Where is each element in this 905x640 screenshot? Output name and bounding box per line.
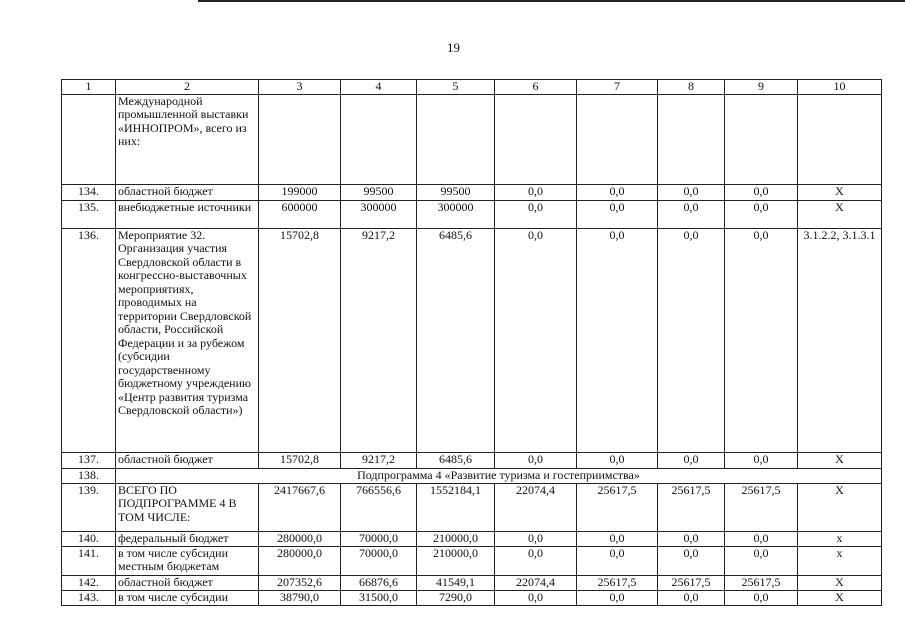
value-cell: 766556,6 bbox=[341, 483, 417, 531]
table-row bbox=[62, 546, 882, 575]
value-cell: 22074,4 bbox=[495, 575, 577, 590]
target-cell: Х bbox=[798, 590, 882, 605]
subprogram-heading: Подпрограмма 4 «Развитие туризма и гостеприимства» bbox=[116, 468, 882, 483]
row-number: 140. bbox=[62, 531, 116, 546]
value-cell: 15702,8 bbox=[259, 452, 341, 468]
value-cell: 25617,5 bbox=[725, 483, 798, 531]
value-cell: 280000,0 bbox=[259, 546, 341, 575]
value-cell: 99500 bbox=[417, 184, 495, 200]
value-cell: 15702,8 bbox=[259, 228, 341, 452]
value-cell: 0,0 bbox=[725, 590, 798, 605]
value-cell: 25617,5 bbox=[658, 483, 725, 531]
row-name: областной бюджет bbox=[116, 575, 259, 590]
value-cell: 7290,0 bbox=[417, 590, 495, 605]
table-row bbox=[62, 228, 882, 452]
value-cell: 6485,6 bbox=[417, 452, 495, 468]
value-cell: 0,0 bbox=[495, 200, 577, 228]
value-cell: 41549,1 bbox=[417, 575, 495, 590]
row-name: федеральный бюджет bbox=[116, 531, 259, 546]
target-cell bbox=[798, 94, 882, 184]
value-cell: 210000,0 bbox=[417, 546, 495, 575]
header-cell: 10 bbox=[798, 80, 882, 95]
value-cell: 2417667,6 bbox=[259, 483, 341, 531]
table-row bbox=[62, 483, 882, 531]
table-row bbox=[62, 531, 882, 546]
row-name: в том числе субсидии bbox=[116, 590, 259, 605]
row-number: 143. bbox=[62, 590, 116, 605]
header-cell: 8 bbox=[658, 80, 725, 95]
value-cell: 0,0 bbox=[725, 452, 798, 468]
value-cell: 0,0 bbox=[658, 590, 725, 605]
table-row bbox=[62, 94, 882, 184]
value-cell: 9217,2 bbox=[341, 452, 417, 468]
value-cell: 0,0 bbox=[577, 546, 658, 575]
row-number bbox=[62, 94, 116, 184]
value-cell: 0,0 bbox=[725, 200, 798, 228]
value-cell: 0,0 bbox=[658, 452, 725, 468]
value-cell: 0,0 bbox=[495, 590, 577, 605]
header-cell: 4 bbox=[341, 80, 417, 95]
page-number: 19 bbox=[447, 40, 460, 55]
value-cell: 31500,0 bbox=[341, 590, 417, 605]
header-cell: 1 bbox=[62, 80, 116, 95]
row-number: 136. bbox=[62, 228, 116, 452]
subprogram-heading-row bbox=[62, 468, 882, 483]
value-cell bbox=[341, 94, 417, 184]
value-cell: 0,0 bbox=[577, 200, 658, 228]
row-number: 139. bbox=[62, 483, 116, 531]
budget-table bbox=[61, 79, 882, 606]
row-number: 137. bbox=[62, 452, 116, 468]
top-border-line bbox=[198, 0, 905, 2]
value-cell: 0,0 bbox=[658, 546, 725, 575]
value-cell bbox=[417, 94, 495, 184]
value-cell: 0,0 bbox=[577, 184, 658, 200]
table-row bbox=[62, 575, 882, 590]
row-name: областной бюджет bbox=[116, 184, 259, 200]
value-cell: 280000,0 bbox=[259, 531, 341, 546]
row-name: Международной промышленной выставки «ИННОПРОМ», всего из них: bbox=[116, 94, 259, 184]
value-cell: 0,0 bbox=[725, 546, 798, 575]
value-cell: 0,0 bbox=[577, 531, 658, 546]
value-cell: 600000 bbox=[259, 200, 341, 228]
table-row bbox=[62, 200, 882, 228]
value-cell: 0,0 bbox=[495, 452, 577, 468]
target-cell: х bbox=[798, 546, 882, 575]
row-number: 134. bbox=[62, 184, 116, 200]
target-cell: Х bbox=[798, 184, 882, 200]
target-cell: 3.1.2.2, 3.1.3.1 bbox=[798, 228, 882, 452]
value-cell: 25617,5 bbox=[658, 575, 725, 590]
header-cell: 2 bbox=[116, 80, 259, 95]
target-cell: Х bbox=[798, 575, 882, 590]
value-cell: 0,0 bbox=[725, 531, 798, 546]
value-cell: 0,0 bbox=[495, 546, 577, 575]
header-cell: 3 bbox=[259, 80, 341, 95]
target-cell: Х bbox=[798, 200, 882, 228]
value-cell: 1552184,1 bbox=[417, 483, 495, 531]
target-cell: х bbox=[798, 531, 882, 546]
value-cell: 9217,2 bbox=[341, 228, 417, 452]
value-cell: 300000 bbox=[341, 200, 417, 228]
value-cell: 66876,6 bbox=[341, 575, 417, 590]
table-row bbox=[62, 590, 882, 605]
value-cell: 210000,0 bbox=[417, 531, 495, 546]
value-cell: 207352,6 bbox=[259, 575, 341, 590]
value-cell: 25617,5 bbox=[725, 575, 798, 590]
row-number: 142. bbox=[62, 575, 116, 590]
value-cell: 0,0 bbox=[495, 531, 577, 546]
row-number: 138. bbox=[62, 468, 116, 483]
row-name: в том числе субсидии местным бюджетам bbox=[116, 546, 259, 575]
value-cell: 25617,5 bbox=[577, 483, 658, 531]
value-cell: 0,0 bbox=[658, 531, 725, 546]
row-name: областной бюджет bbox=[116, 452, 259, 468]
value-cell bbox=[259, 94, 341, 184]
value-cell: 0,0 bbox=[495, 228, 577, 452]
value-cell: 0,0 bbox=[658, 200, 725, 228]
header-cell: 7 bbox=[577, 80, 658, 95]
table-row bbox=[62, 452, 882, 468]
value-cell: 0,0 bbox=[577, 228, 658, 452]
header-cell: 9 bbox=[725, 80, 798, 95]
value-cell: 99500 bbox=[341, 184, 417, 200]
value-cell bbox=[725, 94, 798, 184]
target-cell: Х bbox=[798, 452, 882, 468]
value-cell: 0,0 bbox=[577, 452, 658, 468]
value-cell: 25617,5 bbox=[577, 575, 658, 590]
value-cell: 0,0 bbox=[658, 228, 725, 452]
value-cell: 70000,0 bbox=[341, 531, 417, 546]
table-row bbox=[62, 184, 882, 200]
value-cell bbox=[658, 94, 725, 184]
value-cell: 0,0 bbox=[658, 184, 725, 200]
value-cell: 22074,4 bbox=[495, 483, 577, 531]
value-cell: 70000,0 bbox=[341, 546, 417, 575]
header-cell: 6 bbox=[495, 80, 577, 95]
target-cell: Х bbox=[798, 483, 882, 531]
row-number: 141. bbox=[62, 546, 116, 575]
value-cell bbox=[495, 94, 577, 184]
value-cell: 38790,0 bbox=[259, 590, 341, 605]
header-row bbox=[62, 80, 882, 95]
value-cell: 300000 bbox=[417, 200, 495, 228]
value-cell: 199000 bbox=[259, 184, 341, 200]
value-cell: 0,0 bbox=[725, 184, 798, 200]
value-cell: 0,0 bbox=[725, 228, 798, 452]
row-name: внебюджетные источники bbox=[116, 200, 259, 228]
row-name: ВСЕГО ПО ПОДПРОГРАММЕ 4 В ТОМ ЧИСЛЕ: bbox=[116, 483, 259, 531]
row-name: Мероприятие 32. Организация участия Свердловской области в конгрессно-выставочных мероприятиях, проводимых на территории Свердловской области, Российской Федерации и за рубежом (субсидии государственному бюджетному учреждению «Центр развития туризма Свердловской области») bbox=[116, 228, 259, 452]
header-cell: 5 bbox=[417, 80, 495, 95]
row-number: 135. bbox=[62, 200, 116, 228]
value-cell: 0,0 bbox=[577, 590, 658, 605]
value-cell bbox=[577, 94, 658, 184]
value-cell: 0,0 bbox=[495, 184, 577, 200]
value-cell: 6485,6 bbox=[417, 228, 495, 452]
